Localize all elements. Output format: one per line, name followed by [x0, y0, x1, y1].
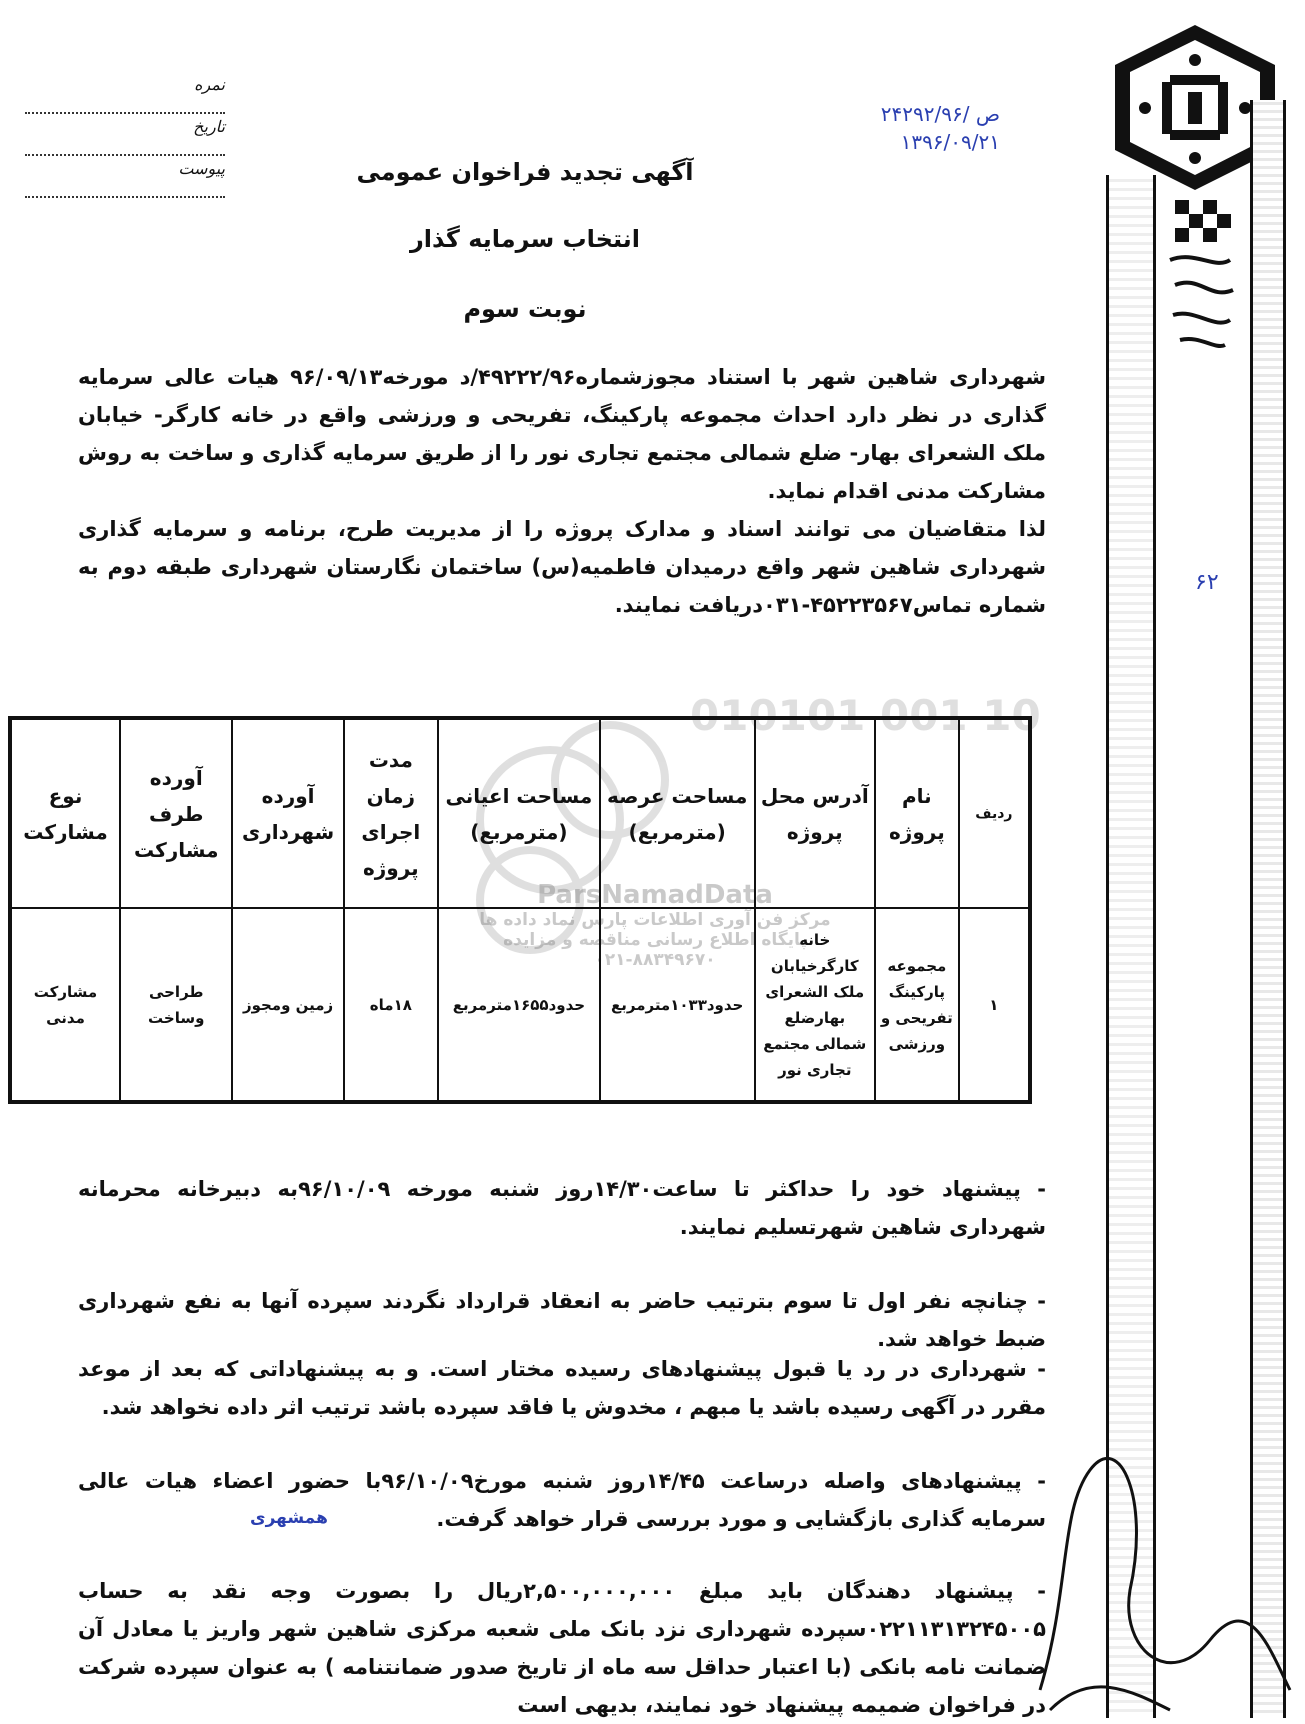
watermark-line-1: مرکز فن آوری اطلاعات پارس نماد داده ها — [479, 910, 831, 930]
reference-line-1: ص /۲۴۲۹۲/۹۶ — [880, 102, 1000, 126]
cell-building-area: حدود۱۶۵۵مترمربع — [438, 908, 600, 1102]
bullet-opening: - پیشنهادهای واصله درساعت ۱۴/۴۵روز شنبه مورخ۹۶/۱۰/۰۹با حضور اعضاء هیات عالی سرمایه گذاری بازگشایی و مورد بررسی قرار خواهد گرفت. — [78, 1469, 1047, 1531]
page-side-number: ۶۲ — [1195, 570, 1219, 595]
header-building-area: مساحت اعیانی (مترمربع) — [438, 718, 600, 908]
notice-title: آگهی تجدید فراخوان عمومی — [356, 158, 694, 186]
notice-round: نوبت سوم — [463, 295, 587, 323]
watermark-brand: ParsNamadData — [537, 880, 773, 910]
signature-scribble-icon — [1030, 1390, 1300, 1718]
bullet-forfeit: - چنانچه نفر اول تا سوم بترتیب حاضر به انعقاد قرارداد نگردند سپرده آنها به نفع شهرداری ضبط خواهد شد. — [78, 1289, 1046, 1351]
header-project-address: آدرس محل پروژه — [755, 718, 875, 908]
header-project-name: نام پروژه — [875, 718, 959, 908]
meta-number-field: نمره — [25, 72, 225, 114]
projects-table — [8, 716, 1032, 1104]
cell-partnership-type: مشارکت مدنی — [10, 908, 120, 1102]
header-land-area: مساحت عرصه (مترمربع) — [600, 718, 755, 908]
bullet-deposit: - پیشنهاد دهندگان باید مبلغ ۲,۵۰۰,۰۰۰,۰۰۰ریال را بصورت وجه نقد به حساب ۰۲۲۱۱۳۱۳۲۴۵۰۰۵سپرده شهرداری نزد بانک ملی شعبه مرکزی شاهین شهر واریز یا معادل آن ضمانت نامه بانکی (با اعتبار حداقل سه ماه از تاریخ صدور ضمانتنامه ) به عنوان سپرده شرکت در فراخوان ضمیمه پیشنهاد خود نمایند، بدیهی است — [78, 1579, 1046, 1717]
reference-number — [850, 100, 1000, 156]
table-header-row — [10, 718, 1030, 908]
reference-line-2: ۱۳۹۶/۰۹/۲۱ — [900, 130, 1000, 154]
meta-date-field: تاریخ — [25, 114, 225, 156]
notice-subtitle: انتخاب سرمایه گذار — [409, 225, 640, 253]
header-municipality-share: آورده شهرداری — [232, 718, 343, 908]
table-row — [10, 908, 1030, 1102]
cell-partner-share: طراحی وساخت — [120, 908, 232, 1102]
newspaper-tag: همشهری — [250, 1508, 328, 1528]
intro-paragraph: شهرداری شاهین شهر با استناد مجوزشماره۴۹۲۲۲/۹۶/د مورخه۹۶/۰۹/۱۳ هیات عالی سرمایه گذاری در نظر دارد احداث مجموعه پارکینگ، تفریحی و ورزشی واقع در خانه کارگر- خیابان ملک الشعرای بهار- ضلع شمالی مجتمع تجاری نور را از طریق سرمایه گذاری و ساخت به روش مشارکت مدنی اقدام نماید. — [78, 365, 1047, 503]
municipality-logo-icon — [1155, 190, 1245, 360]
meta-attachment-field: پیوست — [25, 156, 225, 198]
watermark-line-2: پایگاه اطلاع رسانی مناقصه و مزایده — [503, 930, 807, 950]
cell-municipality-share: زمین ومجوز — [232, 908, 343, 1102]
header-duration: مدت زمان اجرای پروژه — [344, 718, 438, 908]
cell-land-area: حدود۱۰۳۳مترمربع — [600, 908, 755, 1102]
contact-paragraph: لذا متقاضیان می توانند اسناد و مدارک پروژه را از مدیریت طرح، برنامه و سرمایه گذاری شهرداری شاهین شهر واقع درمیدان فاطمیه(س) ساختمان نگارستان شهرداری طبقه دوم به شماره تماس۴۵۲۲۳۵۶۷-۰۳۱دریافت نمایند. — [78, 517, 1046, 617]
cell-row-number: ۱ — [959, 908, 1030, 1102]
watermark-line-3: ۰۲۱-۸۸۳۴۹۶۷۰ — [594, 950, 716, 970]
header-row-number: ردیف — [959, 718, 1030, 908]
cell-project-address: خانه کارگرخیابان ملک الشعرای بهارضلع شمالی مجتمع تجاری نور — [755, 908, 875, 1102]
cell-project-name: مجموعه پارکینگ تفریحی و ورزشی — [875, 908, 959, 1102]
watermark-binary: 010101 001 10 — [690, 691, 1041, 740]
bullet-rights: - شهرداری در رد یا قبول پیشنهادهای رسیده مختار است. و به پیشنهاداتی که بعد از موعد مقرر در آگهی رسیده باشد یا مبهم ، مخدوش یا فاقد سپرده باشد ترتیب اثر داده نخواهد شد. — [78, 1357, 1046, 1419]
header-partner-share: آورده طرف مشارکت — [120, 718, 232, 908]
header-partnership-type: نوع مشارکت — [10, 718, 120, 908]
cell-duration: ۱۸ماه — [344, 908, 438, 1102]
bullet-deadline: - پیشنهاد خود را حداکثر تا ساعت۱۴/۳۰روز شنبه مورخه ۹۶/۱۰/۰۹به دبیرخانه محرمانه شهرداری شاهین شهرتسلیم نمایند. — [78, 1177, 1047, 1239]
